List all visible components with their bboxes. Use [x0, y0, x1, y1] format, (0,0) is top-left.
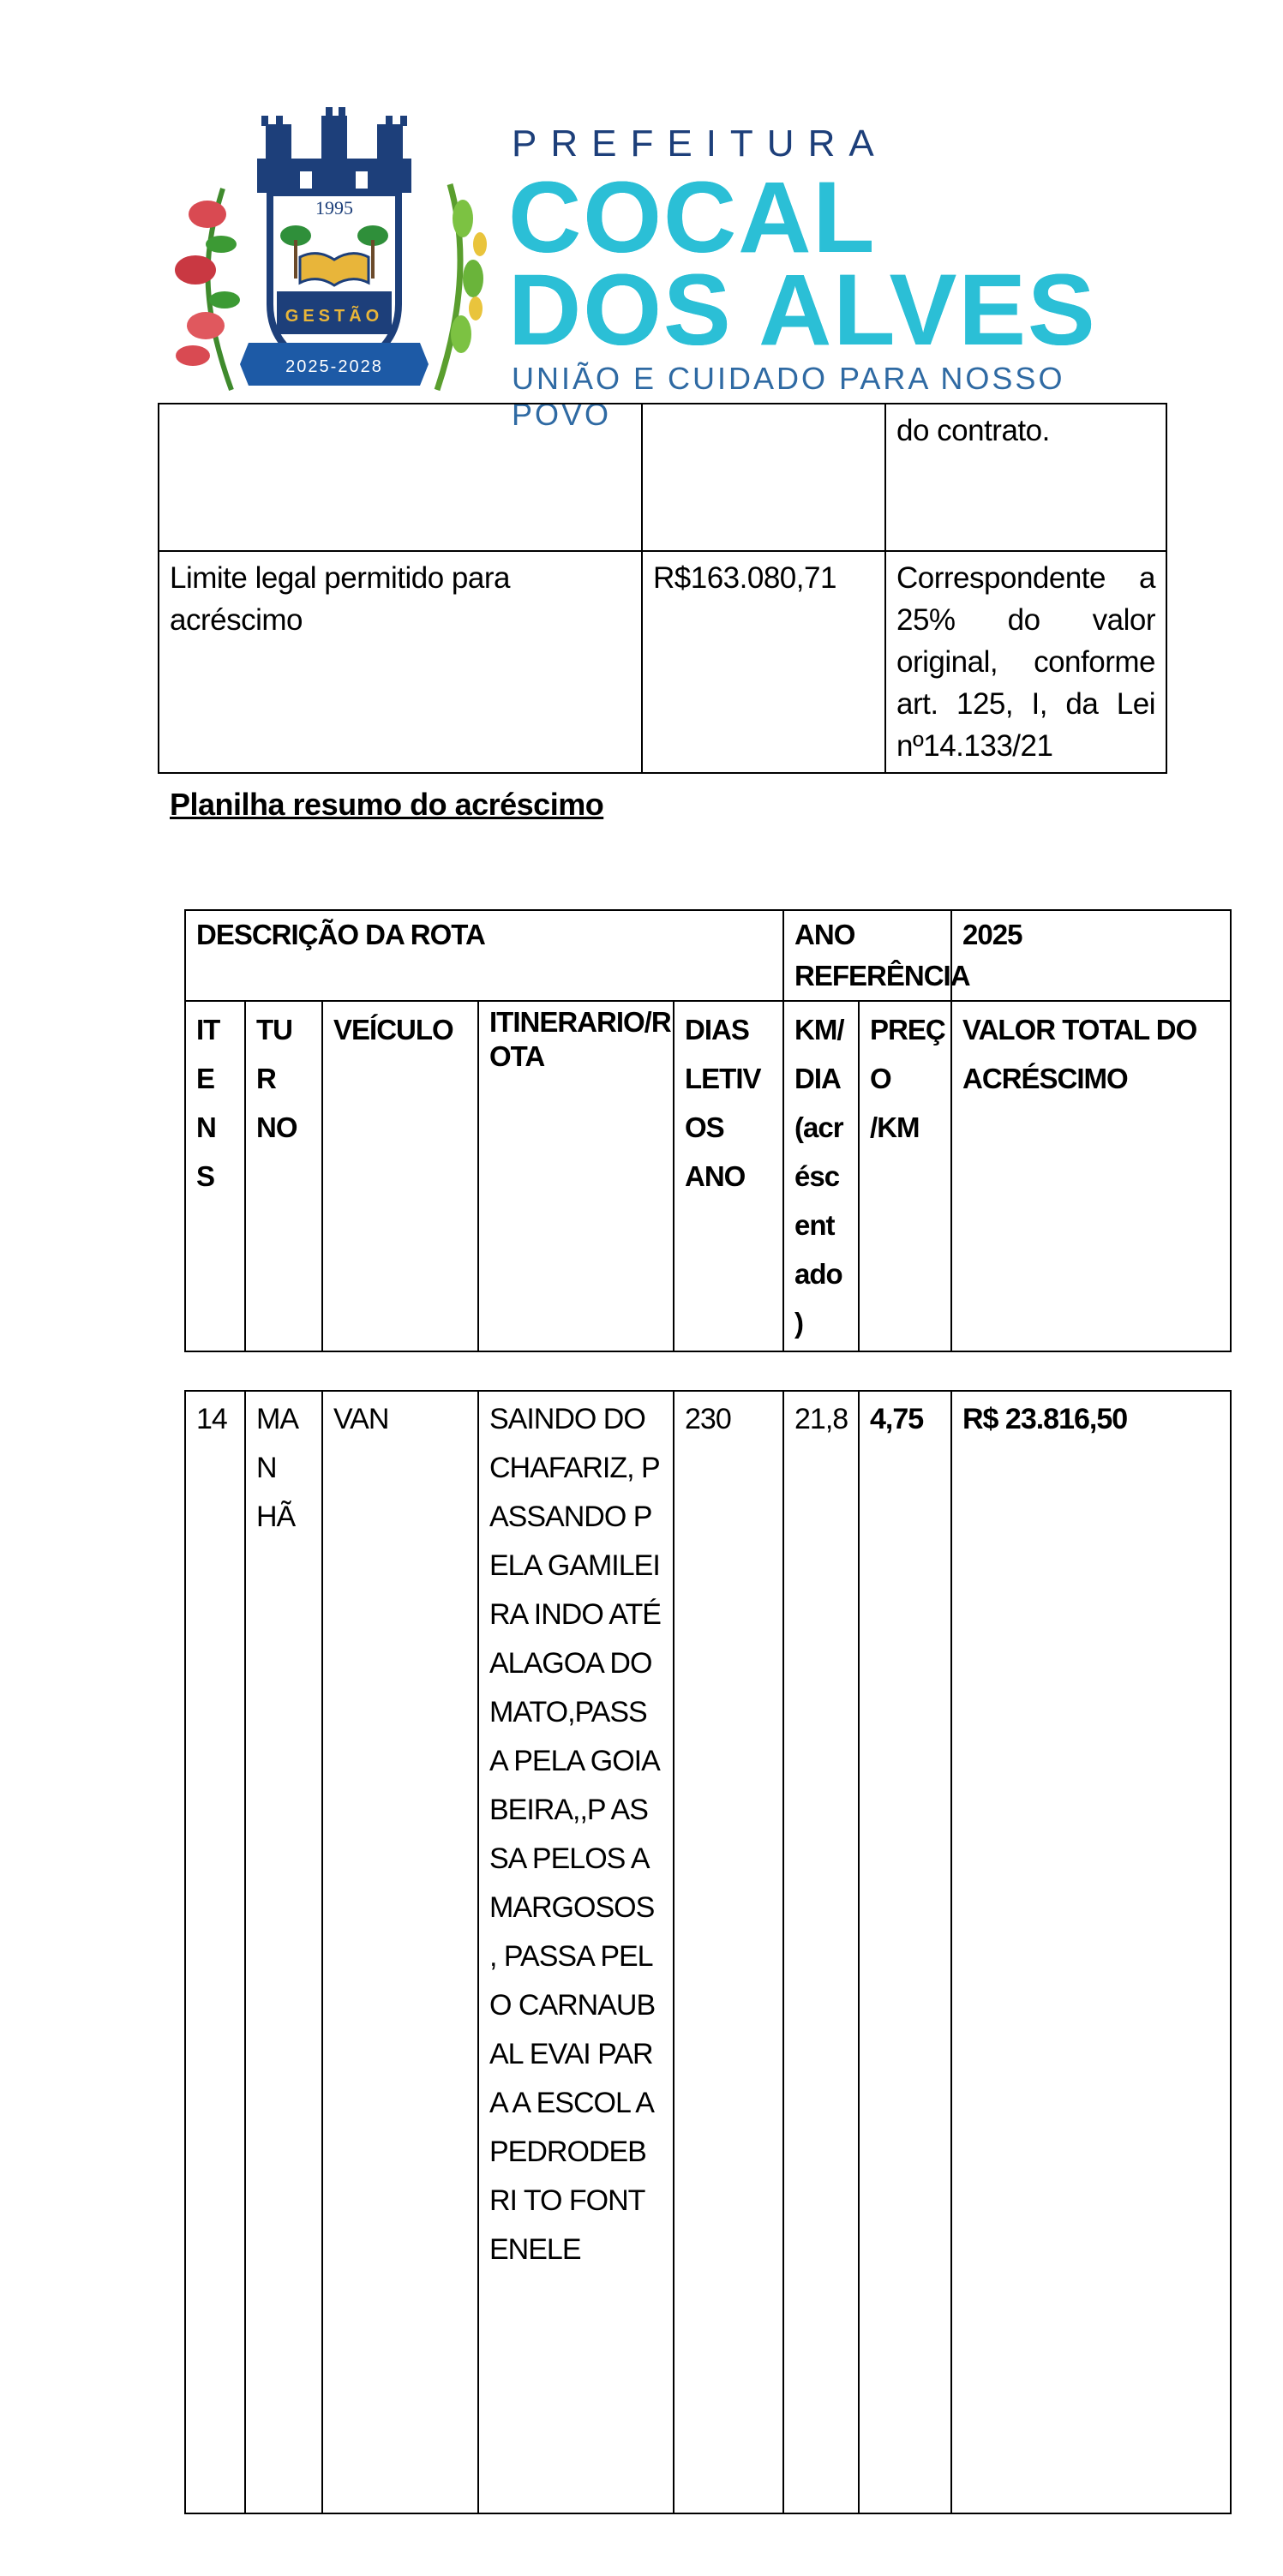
- valor-cell: R$ 23.816,50: [951, 1391, 1231, 2513]
- crest-year: 1995: [315, 197, 353, 219]
- section-title: Planilha resumo do acréscimo: [170, 787, 604, 822]
- left-flower-branch-icon: [175, 189, 240, 390]
- preco-cell: 4,75: [859, 1391, 951, 2513]
- brand-slogan: UNIÃO E CUIDADO PARA NOSSO POVO: [512, 361, 1065, 432]
- route-summary-header-table: [184, 909, 1232, 1352]
- col-itens-header: IT E N S: [185, 1001, 245, 1351]
- table-cell: R$163.080,71: [642, 551, 885, 773]
- table-row: [159, 551, 1166, 773]
- brand-prefeitura: PREFEITURA: [512, 123, 888, 165]
- item-cell: 14: [185, 1391, 245, 2513]
- col-turno-header: TU R NO: [245, 1001, 322, 1351]
- km-cell: 21,8: [783, 1391, 859, 2513]
- table-cell: do contrato.: [885, 404, 1166, 551]
- table-row: [185, 910, 1231, 1001]
- table-row: [185, 1001, 1231, 1351]
- col-preco-header: PREÇ O /KM: [859, 1001, 951, 1351]
- right-plant-branch-icon: [437, 184, 487, 390]
- open-book-icon: [300, 254, 369, 285]
- dias-cell: 230: [674, 1391, 783, 2513]
- route-description-header: DESCRIÇÃO DA ROTA: [185, 910, 783, 1001]
- crest-gestao: GESTÃO: [285, 307, 384, 326]
- veiculo-cell: VAN: [322, 1391, 478, 2513]
- table-cell: Limite legal permitido para acréscimo: [159, 551, 642, 773]
- contract-values-table: [158, 403, 1167, 774]
- table-cell: Correspondente a 25% do valor original, conforme art. 125, I, da Lei nº14.133/21: [885, 551, 1166, 773]
- brand-line-2: DOS ALVES: [508, 254, 1097, 367]
- route-data-table: [184, 1390, 1232, 2514]
- itinerario-cell: SAINDO DO CHAFARIZ, PASSANDO PELA GAMILEIRA INDO ATÉALAGOA DO MATO,PASSA PELA GOIABEIRA,,P ASSA PELOS AMARGOSOS , PASSA PELO CARNAUBAL EVAI PARA A ESCOL A PEDRODEBRI TO FONTENELE: [478, 1391, 674, 2513]
- col-km-header: KM/ DIA (acr ésc ent ado ): [783, 1001, 859, 1351]
- brand-line-1: COCAL: [508, 161, 877, 274]
- crest-period: 2025-2028: [285, 357, 383, 376]
- col-dias-header: DIAS LETIV OS ANO: [674, 1001, 783, 1351]
- table-row: [185, 1391, 1231, 2513]
- table-cell: [642, 404, 885, 551]
- castle-icon: [257, 107, 411, 193]
- reference-year-header: ANO REFERÊNCIA: [783, 910, 951, 1001]
- col-itinerario-header: ITINERARIO/R OTA: [478, 1001, 674, 1351]
- col-valor-header: VALOR TOTAL DO ACRÉSCIMO: [951, 1001, 1231, 1351]
- col-veiculo-header: VEÍCULO: [322, 1001, 478, 1351]
- city-crest-icon: [171, 107, 497, 403]
- turno-cell: MA N HÃ: [245, 1391, 322, 2513]
- year-value: 2025: [951, 910, 1231, 1001]
- table-row: [159, 404, 1166, 551]
- table-cell: [159, 404, 642, 551]
